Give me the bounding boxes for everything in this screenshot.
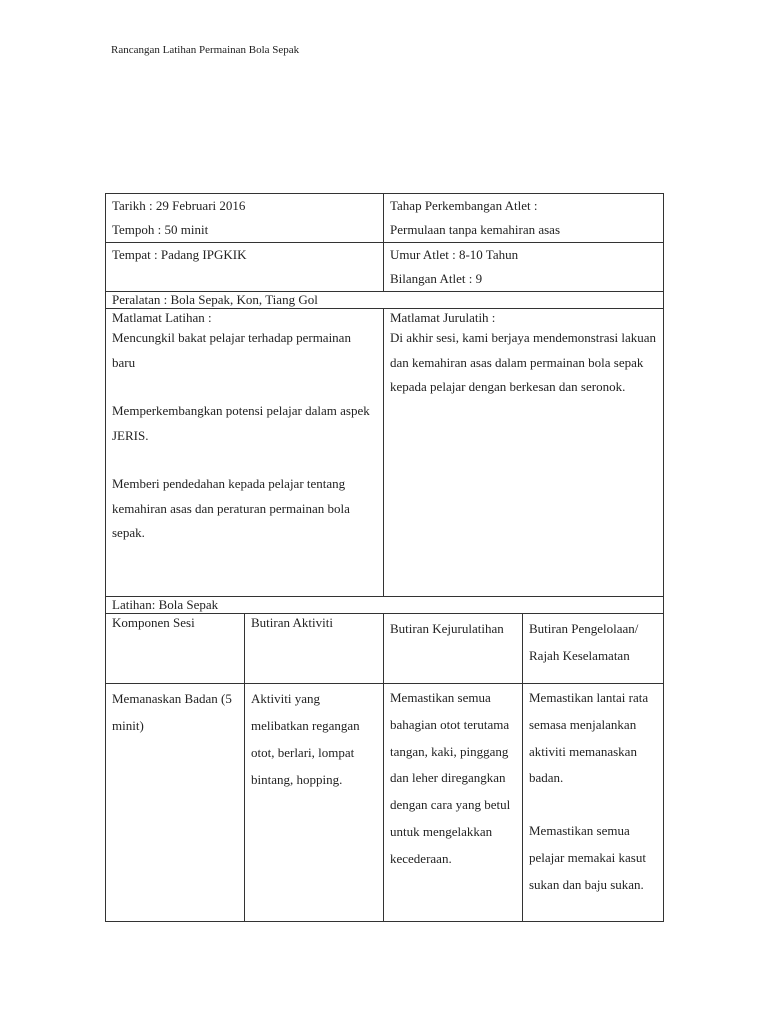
athlete-level-cell (384, 194, 664, 243)
header-komponen-sesi: Komponen Sesi (106, 614, 245, 684)
date-duration-cell (106, 194, 384, 243)
athlete-age-text: Umur Atlet : 8-10 Tahun (390, 247, 519, 262)
equipment-text: Peralatan : Bola Sepak, Kon, Tiang Gol (112, 292, 318, 307)
coach-objectives-label: Matlamat Jurulatih : (390, 310, 496, 325)
training-cell (106, 597, 664, 614)
session-header-row (106, 614, 664, 684)
training-objective-item: Memperkembangkan potensi pelajar dalam aspek JERIS. (112, 403, 370, 443)
equipment-cell (106, 292, 664, 309)
athlete-count-text: Bilangan Atlet : 9 (390, 271, 483, 286)
row-objectives (106, 309, 664, 597)
pengelolaan-item: Memastikan semua pelajar memakai kasut sukan dan baju sukan. (529, 823, 646, 892)
row-equipment (106, 292, 664, 309)
training-objectives-label: Matlamat Latihan : (112, 310, 212, 325)
row-training (106, 597, 664, 614)
komponen-cell: Memanaskan Badan (5 minit) (106, 684, 245, 922)
document-header: Rancangan Latihan Permainan Bola Sepak (111, 44, 300, 56)
header-butiran-pengelolaan: Butiran Pengelolaan/ Rajah Keselamatan (523, 614, 664, 684)
training-objective-item: Mencungkil bakat pelajar terhadap permainan baru (112, 330, 351, 370)
pengelolaan-item: Memastikan lantai rata semasa menjalankan aktiviti memanaskan badan. (529, 690, 649, 786)
athlete-level-label: Tahap Perkembangan Atlet : (390, 198, 538, 213)
athlete-age-count-cell (384, 243, 664, 292)
row-place-age (106, 243, 664, 292)
date-text: Tarikh : 29 Februari 2016 (112, 198, 246, 213)
pengelolaan-cell (523, 684, 664, 922)
duration-text: Tempoh : 50 minit (112, 222, 209, 237)
header-butiran-aktiviti: Butiran Aktiviti (245, 614, 384, 684)
athlete-level-value: Permulaan tanpa kemahiran asas (390, 222, 561, 237)
training-text: Latihan: Bola Sepak (112, 597, 219, 612)
place-text: Tempat : Padang IPGKIK (112, 247, 247, 262)
training-objectives-cell (106, 309, 384, 597)
coach-objective-text: Di akhir sesi, kami berjaya mendemonstrasi lakuan dan kemahiran asas dalam permainan bola sepak kepada pelajar dengan berkesan dan seronok. (390, 330, 657, 394)
place-cell (106, 243, 384, 292)
coach-objectives-cell (384, 309, 664, 597)
row-date-level (106, 194, 664, 243)
session-row-warmup (106, 684, 664, 922)
kejurulatihan-cell: Memastikan semua bahagian otot terutama tangan, kaki, pinggang dan leher diregangkan dengan cara yang betul untuk mengelakkan kecederaan. (384, 684, 523, 922)
training-objective-item: Memberi pendedahan kepada pelajar tentang kemahiran asas dan peraturan permainan bola sepak. (112, 476, 350, 540)
header-butiran-kejurulatihan: Butiran Kejurulatihan (384, 614, 523, 684)
training-plan-table (105, 193, 664, 922)
aktiviti-cell: Aktiviti yang melibatkan regangan otot, berlari, lompat bintang, hopping. (245, 684, 384, 922)
